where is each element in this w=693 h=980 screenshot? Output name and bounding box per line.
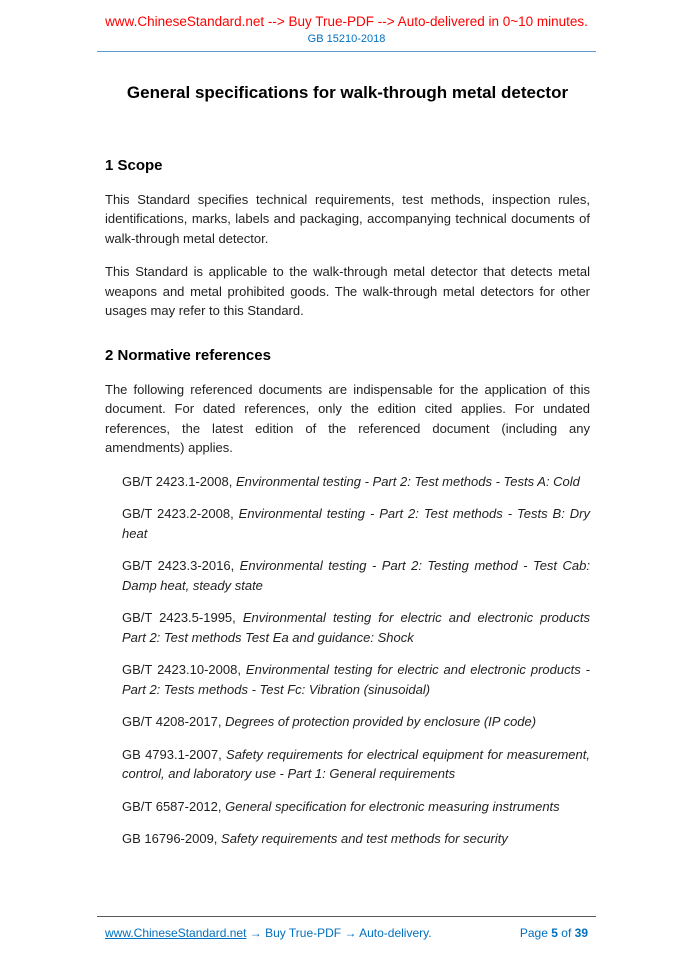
footer-delivery-text: → Buy True-PDF → Auto-delivery. bbox=[246, 926, 432, 940]
reference-code: GB/T 4208-2017, bbox=[122, 714, 222, 730]
page-indicator bbox=[520, 926, 588, 940]
scope-paragraph-2: This Standard is applicable to the walk-through metal detector that detects metal weapons and metal prohibited goods. The walk-through metal detectors for other usages may refer to this Standard. bbox=[105, 264, 590, 319]
reference-item bbox=[122, 829, 590, 849]
references-intro: The following referenced documents are indispensable for the application of this document. For dated references, only the edition cited applies. For undated references, the latest edition of the referenced document (including any amendments) applies. bbox=[105, 381, 590, 456]
section-references-heading: 2 Normative references bbox=[105, 346, 271, 364]
document-title: General specifications for walk-through metal detector bbox=[126, 82, 569, 102]
section-scope-heading: 1 Scope bbox=[105, 156, 163, 174]
reference-title: Environmental testing for electric and electronic products - Part 2: Tests methods - Test Fc: Vibration (sinusoidal) bbox=[122, 662, 590, 697]
reference-code: GB/T 2423.10-2008, bbox=[122, 662, 241, 678]
references-list bbox=[122, 472, 590, 849]
reference-title: General specification for electronic measuring instruments bbox=[225, 798, 560, 814]
standard-code: GB 15210-2018 bbox=[307, 32, 386, 45]
footer-delivery-line bbox=[105, 926, 432, 940]
footer-divider bbox=[97, 916, 596, 917]
reference-item bbox=[122, 556, 590, 595]
header-divider bbox=[97, 51, 596, 52]
footer-site-link[interactable]: www.ChineseStandard.net bbox=[105, 926, 247, 940]
document-content bbox=[0, 82, 693, 849]
reference-code: GB/T 2423.1-2008, bbox=[122, 473, 233, 489]
reference-title: Environmental testing - Part 2: Testing method - Test Cab: Damp heat, steady state bbox=[122, 558, 590, 593]
reference-title: Environmental testing - Part 2: Test methods - Tests A: Cold bbox=[235, 473, 580, 489]
reference-code: GB 4793.1-2007, bbox=[122, 746, 222, 762]
page-footer bbox=[97, 916, 596, 940]
page-number-current: 5 bbox=[551, 926, 558, 940]
promo-banner: www.ChineseStandard.net --> Buy True-PDF --> Auto-delivered in 0~10 minutes. bbox=[105, 14, 588, 29]
scope-paragraph-1: This Standard specifies technical requirements, test methods, inspection rules, identifications, marks, labels and packaging, accompanying technical documents of walk-through metal detector. bbox=[105, 191, 590, 246]
page-label: Page bbox=[519, 926, 548, 940]
reference-item bbox=[122, 797, 590, 817]
reference-code: GB/T 2423.2-2008, bbox=[122, 506, 234, 522]
page-of-label: of bbox=[561, 926, 572, 940]
reference-item bbox=[122, 660, 590, 699]
reference-code: GB 16796-2009, bbox=[122, 831, 218, 847]
reference-item bbox=[122, 608, 590, 647]
reference-item bbox=[122, 472, 590, 492]
reference-item bbox=[122, 745, 590, 784]
reference-item bbox=[122, 504, 590, 543]
reference-code: GB/T 6587-2012, bbox=[122, 798, 222, 814]
reference-title: Environmental testing for electric and electronic products Part 2: Test methods Test Ea and guidance: Shock bbox=[122, 610, 590, 645]
reference-code: GB/T 2423.5-1995, bbox=[122, 610, 236, 626]
page-number-total: 39 bbox=[574, 926, 588, 940]
reference-title: Safety requirements and test methods for security bbox=[221, 831, 508, 847]
reference-title: Safety requirements for electrical equipment for measurement, control, and laboratory use - Part 1: General requirements bbox=[122, 746, 590, 782]
reference-title: Degrees of protection provided by enclosure (IP code) bbox=[225, 714, 537, 730]
reference-item bbox=[122, 712, 590, 732]
reference-code: GB/T 2423.3-2016, bbox=[122, 558, 235, 574]
reference-title: Environmental testing - Part 2: Test methods - Tests B: Dry heat bbox=[122, 506, 590, 541]
